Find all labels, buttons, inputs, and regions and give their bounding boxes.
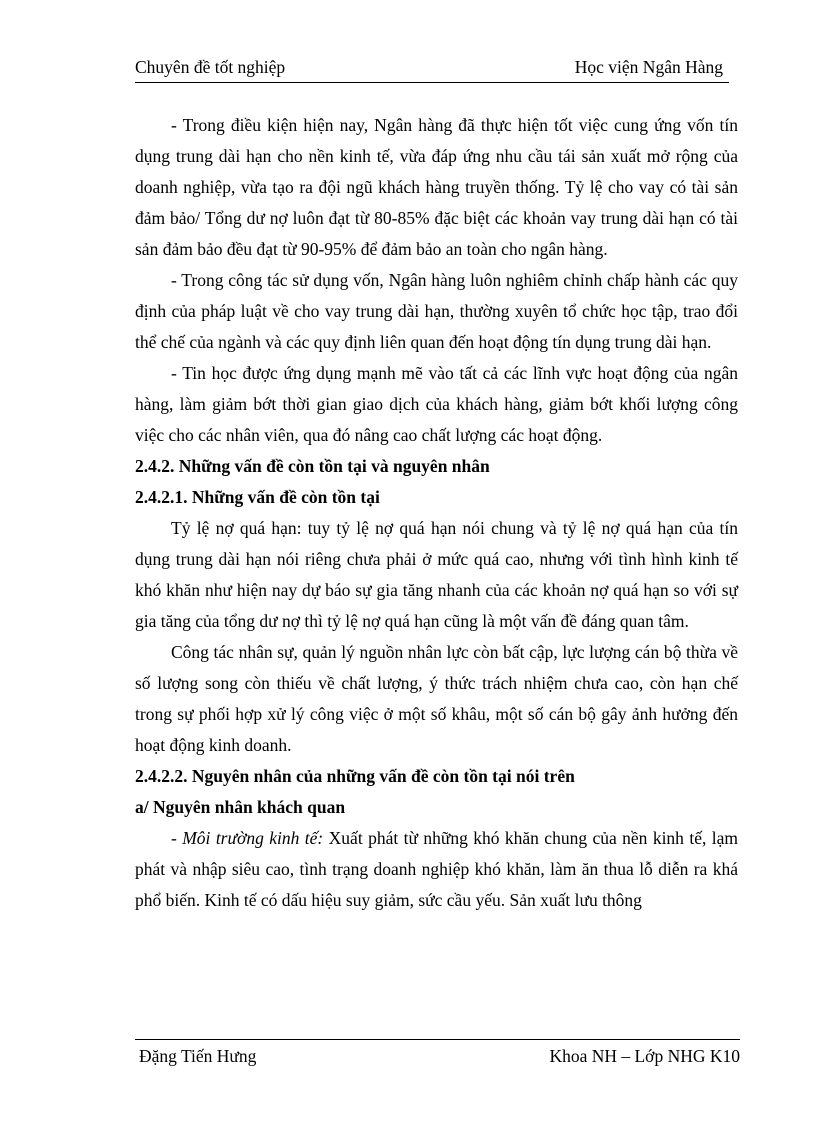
section-heading-objective-causes: a/ Nguyên nhân khách quan — [135, 797, 346, 817]
footer-class: Khoa NH – Lớp NHG K10 — [549, 1046, 740, 1066]
page-footer — [135, 1039, 740, 1066]
section-heading-causes: 2.4.2.2. Nguyên nhân của những vấn đề còn tồn tại nói trên — [135, 766, 575, 786]
paragraph-economic-environment — [135, 823, 738, 916]
paragraph-loan-supply: - Trong điều kiện hiện nay, Ngân hàng đã thực hiện tốt việc cung ứng vốn tín dụng trung dài hạn cho nền kinh tế, vừa đáp ứng nhu cầu tái sản xuất mở rộng của doanh nghiệp, vừa tạo ra đội ngũ khách hàng truyền thống. Tỷ lệ cho vay có tài sản đảm bảo/ Tổng dư nợ luôn đạt từ 80-85% đặc biệt các khoản vay trung dài hạn có tài sản đảm bảo đều đạt từ 90-95% để đảm bảo an toàn cho ngân hàng. — [135, 115, 738, 259]
paragraph-personnel: Công tác nhân sự, quản lý nguồn nhân lực còn bất cập, lực lượng cán bộ thừa về số lượng song còn thiếu về chất lượng, ý thức trách nhiệm chưa cao, còn hạn chế trong sự phối hợp xử lý công việc ở một số khâu, một số cán bộ gây ảnh hưởng đến hoạt động kinh doanh. — [135, 642, 738, 755]
paragraph-it-application: - Tin học được ứng dụng mạnh mẽ vào tất cả các lĩnh vực hoạt động của ngân hàng, làm giảm bớt thời gian giao dịch của khách hàng, giảm bớt khối lượng công việc cho các nhân viên, qua đó nâng cao chất lượng các hoạt động. — [135, 363, 738, 445]
header-document-type: Chuyên đề tốt nghiệp — [135, 57, 286, 77]
paragraph-overdue-ratio: Tỷ lệ nợ quá hạn: tuy tỷ lệ nợ quá hạn nói chung và tỷ lệ nợ quá hạn của tín dụng trung dài hạn nói riêng chưa phải ở mức quá cao, nhưng với tình hình kinh tế khó khăn như hiện nay dự báo sự gia tăng nhanh của các khoản nợ quá hạn so với sự gia tăng của tổng dư nợ thì tỷ lệ nợ quá hạn cũng là một vấn đề đáng quan tâm. — [135, 518, 738, 631]
footer-author: Đặng Tiến Hưng — [139, 1046, 257, 1066]
economic-environment-label: - Môi trường kinh tế: — [171, 828, 324, 848]
page-header — [135, 56, 729, 83]
section-heading-problems-causes: 2.4.2. Những vấn đề còn tồn tại và nguyên nhân — [135, 456, 490, 476]
header-institution: Học viện Ngân Hàng — [574, 57, 723, 77]
section-heading-existing-problems: 2.4.2.1. Những vấn đề còn tồn tại — [135, 487, 380, 507]
paragraph-capital-usage: - Trong công tác sử dụng vốn, Ngân hàng luôn nghiêm chỉnh chấp hành các quy định của pháp luật về cho vay trung dài hạn, thường xuyên tổ chức học tập, trao đổi thể chế của ngành và các quy định liên quan đến hoạt động tín dụng trung dài hạn. — [135, 270, 738, 352]
economic-environment-text: Xuất phát từ những khó khăn chung của nền kinh tế, lạm phát và nhập siêu cao, tình trạng doanh nghiệp khó khăn, làm ăn thua lỗ diễn ra khá phổ biến. Kinh tế có dấu hiệu suy giảm, sức cầu yếu. Sản xuất lưu thông — [135, 828, 738, 910]
document-body — [135, 110, 738, 916]
